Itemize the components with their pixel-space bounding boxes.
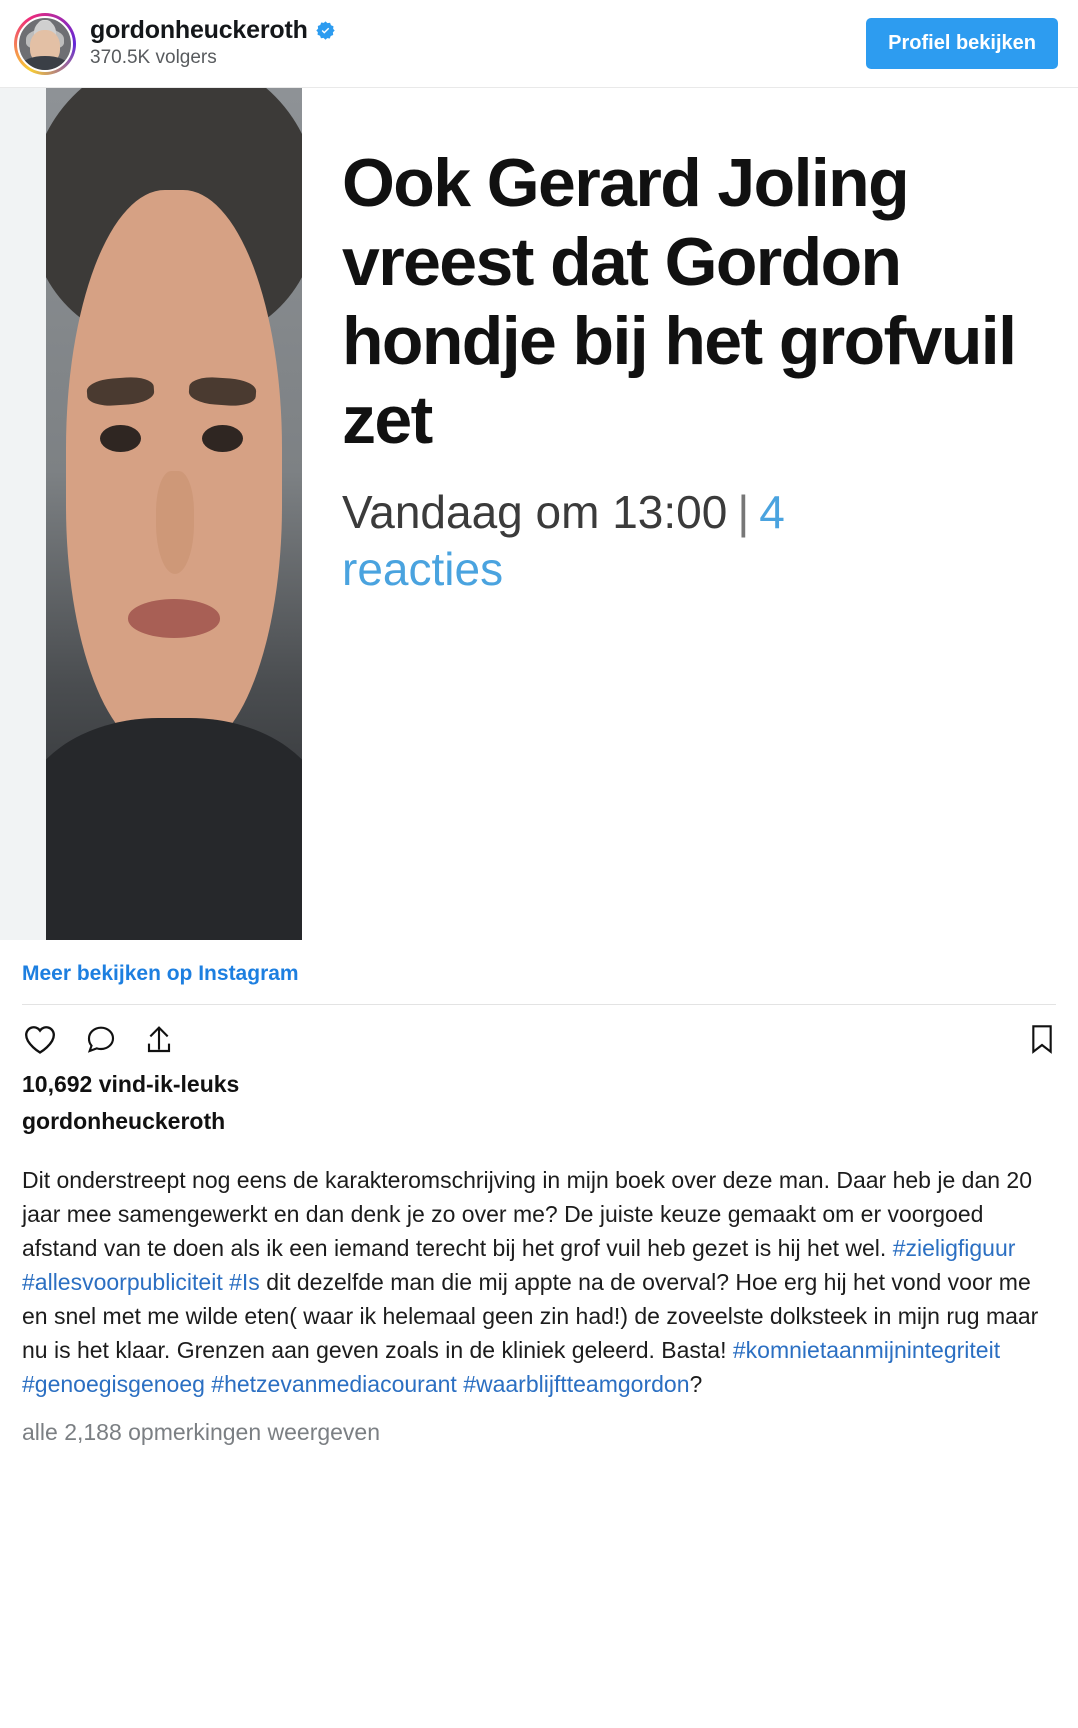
hashtag-hetzevanmediacourant[interactable]: #hetzevanmediacourant	[211, 1371, 457, 1398]
bookmark-icon[interactable]	[1028, 1023, 1056, 1055]
hashtag-zieligfiguur[interactable]: #zieligfiguur	[892, 1235, 1016, 1262]
comment-bubble-icon[interactable]	[84, 1023, 118, 1055]
follower-count: 370.5K volgers	[90, 47, 217, 69]
portrait-photo	[46, 88, 302, 940]
handle-row	[90, 17, 866, 43]
share-icon[interactable]	[144, 1023, 174, 1055]
view-more-on-instagram-link[interactable]: Meer bekijken op Instagram	[22, 962, 299, 985]
header-text-block	[90, 17, 866, 70]
verified-badge-icon	[315, 20, 336, 41]
article-meta	[342, 484, 1054, 542]
post-header	[0, 0, 1078, 88]
hashtag-waarblijftteamgordon[interactable]: #waarblijftteamgordon	[463, 1371, 690, 1398]
hashtag-komnietaanmijnintegriteit[interactable]: #komnietaanmijnintegriteit	[732, 1337, 1001, 1364]
article-comment-label: reacties	[342, 543, 504, 595]
article-time: Vandaag om 13:00	[342, 485, 728, 538]
hashtag-is[interactable]: #Is	[229, 1269, 260, 1296]
caption-text	[0, 1135, 1078, 1401]
avatar-body-shape	[22, 56, 68, 72]
like-count: 10,692 vind-ik-leuks	[22, 1071, 240, 1097]
view-all-comments-link[interactable]: alle 2,188 opmerkingen weergeven	[22, 1419, 381, 1446]
caption-part-1: Dit onderstreept nog eens de karakteromschrijving in mijn boek over deze man. Daar heb je dan 20 jaar mee samengewerkt en dan denk je zo over me? De juiste keuze gemaakt om er voorgoed afstand van te doen als ik een iemand terecht bij het grof vuil heb gezet is hij het wel.	[22, 1167, 1033, 1262]
action-bar	[0, 1005, 1078, 1061]
media-card	[46, 88, 1078, 940]
hashtag-allesvoorpubliciteit[interactable]: #allesvoorpubliciteit	[22, 1269, 223, 1296]
avatar[interactable]	[14, 13, 76, 75]
caption-part-3: ?	[689, 1371, 703, 1398]
post-media[interactable]	[0, 88, 1078, 940]
account-username[interactable]: gordonheuckeroth	[90, 15, 308, 44]
hashtag-genoegisgenoeg[interactable]: #genoegisgenoeg	[22, 1371, 205, 1398]
caption-part-2: dit dezelfde man die mij appte na de overval? Hoe erg hij het vond voor me en snel met me wilde eten( waar ik helemaal geen zin had!) de zoveelste dolksteek in mijn rug maar nu is het klaar. Grenzen aan geven zoals in de kliniek geleerd. Basta!	[22, 1269, 1039, 1364]
media-text-area	[302, 88, 1078, 940]
caption-author[interactable]: gordonheuckeroth	[22, 1108, 226, 1134]
heart-icon[interactable]	[22, 1023, 58, 1055]
meta-separator: |	[737, 485, 750, 538]
avatar-image	[17, 16, 73, 72]
article-comment-count: 4	[759, 485, 785, 538]
view-profile-button[interactable]: Profiel bekijken	[866, 18, 1058, 69]
article-headline: Ook Gerard Joling vreest dat Gordon hondje bij het grofvuil zet	[342, 145, 1016, 458]
